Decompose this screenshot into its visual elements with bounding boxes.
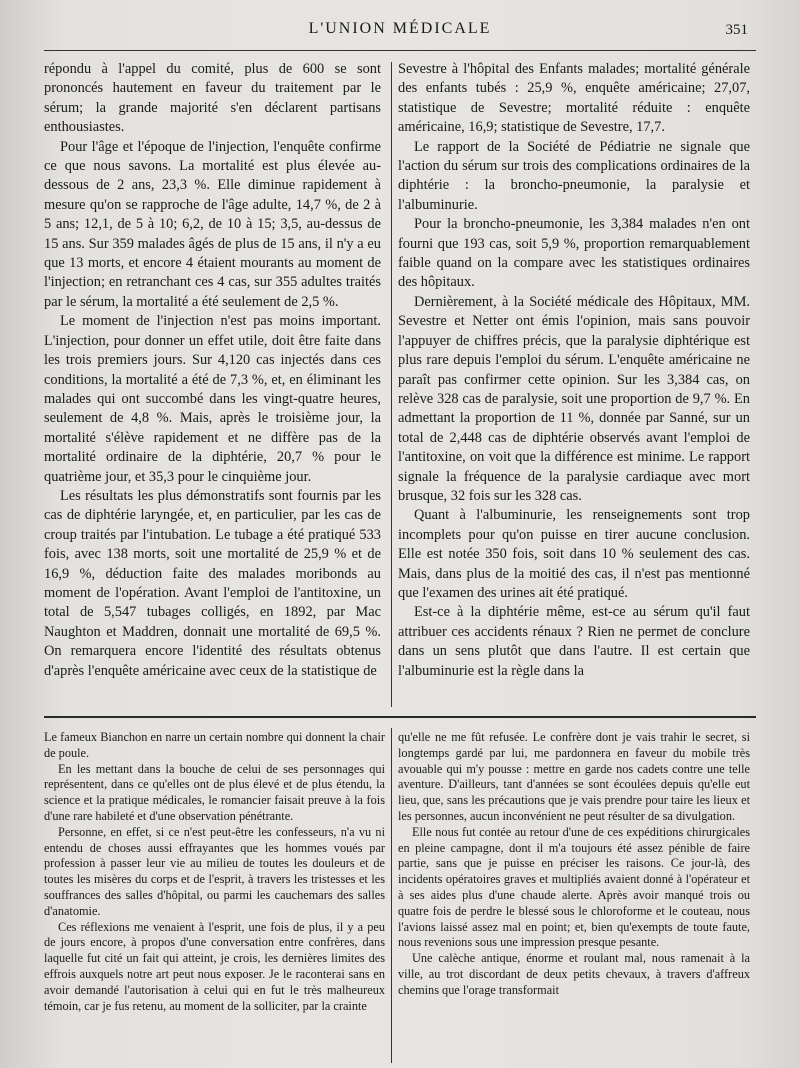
- paragraph: Quant à l'albuminurie, les renseignements sont trop incomplets pour qu'on puisse en tirer aucune conclusion. Elle est notée 350 fois, soit dans 10 % seulement des cas. Mais, dans plus de la moitié des cas, il n'est pas mentionné que l'examen des urines ait été pratiqué.: [398, 507, 750, 601]
- feuilleton-left-column: [44, 730, 385, 1014]
- paragraph: Pour la broncho-pneumonie, les 3,384 malades n'en ont fourni que 193 cas, soit 5,9 %, proportion remarquablement faible quand on la compare avec les statistiques ordinaires des hôpitaux.: [398, 216, 750, 291]
- paragraph: Dernièrement, à la Société médicale des Hôpitaux, MM. Sevestre et Netter ont émis l'opinion, mais sans pouvoir l'appuyer de chiffres précis, que la paralysie diphtérique est plus rare depuis l'emploi du sérum. L'enquête américaine ne paraît pas confirmer cette opinion. Sur les 3,384 cas, on relève 328 cas de paralysie, soit une proportion de 9,7 %. En admettant la proportion de 11 %, donnée par Sanné, sur un total de 2,448 cas de diphtérie observés avant l'emploi de l'antitoxine, on voit que la différence est minime. Le rapport signale la fréquence de la paralysie cardiaque avec mort brusque, 32 fois sur les 328 cas.: [398, 293, 750, 504]
- paragraph: Ces réflexions me venaient à l'esprit, une fois de plus, il y a peu de jours encore, à propos d'une conversation entre confrères, dans laquelle fut cité un fait qui atteint, je crois, les dernières limites des effrois auxquels notre art peut nous exposer. Je le raconterai sans en avoir demandé l'autorisation à celui qui en fut le très malheureux témoin, car je fus retenu, au moment de la solliciter, par la crainte: [44, 919, 385, 1013]
- column-divider-upper: [391, 62, 392, 707]
- page-number: 351: [725, 22, 748, 38]
- paragraph: Le fameux Bianchon en narre un certain nombre qui donnent la chair de poule.: [44, 730, 385, 760]
- page-header: [40, 18, 760, 44]
- paragraph: Une calèche antique, énorme et roulant mal, nous ramenait à la ville, au trot discordant de deux petits chevaux, à travers d'affreux chemins que l'orage transformait: [398, 951, 750, 997]
- journal-title: L'UNION MÉDICALE: [308, 20, 492, 37]
- paragraph: Personne, en effet, si ce n'est peut-être les confesseurs, n'a vu ni entendu de choses aussi effrayantes que les hommes voués par profession à passer leur vie au milieu de toutes les douleurs et de toutes les misères du corps et de l'esprit, à travers les tristesses et les souffrances des salles d'hôpital, ou parmi les cauchemars des salles d'anatomie.: [44, 824, 385, 918]
- paragraph: Les résultats les plus démonstratifs sont fournis par les cas de diphtérie laryngée, et, en particulier, par les cas de croup traités par l'intubation. Le tubage a été pratiqué 533 fois, avec 138 morts, soit une mortalité de 25,9 % et de 16,9 %, déduction faite des malades moribonds au moment de l'opération. Avant l'emploi de l'antitoxine, un total de 5,547 tubages colligés, en 1892, par Mac Naughton et Maddren, donnait une mortalité de 69,5 %. On remarquera encore l'identité des résultats obtenus d'après l'enquête américaine avec ceux de la statistique de: [44, 487, 381, 679]
- paragraph: Le rapport de la Société de Pédiatrie ne signale que l'action du sérum sur trois des complications ordinaires de la diphtérie : la broncho-pneumonie, la paralysie et l'albuminurie.: [398, 138, 750, 213]
- paragraph: répondu à l'appel du comité, plus de 600 se sont prononcés hautement en faveur du traitement par le sérum; la grande majorité s'en déclarent partisans enthousiastes.: [44, 61, 381, 136]
- paragraph: Elle nous fut contée au retour d'une de ces expéditions chirurgicales en pleine campagne, dont il m'a toujours été assez pénible de faire partie, sans que je puisse en préciser les raisons. Ce jour-là, des incidents opératoires graves et multipliés avaient donné à l'opérateur et à ses aides plus d'une chaude alerte. Après avoir manqué trois ou quatre fois de perdre le blessé sous le chloroforme et le couteau, nous l'avions laissé assez mal en point; et, bien qu'exempts de toute faute, nous revenions sous une impression presque pesante.: [398, 824, 750, 950]
- paragraph: En les mettant dans la bouche de celui de ses personnages qui représentent, dans ce qu'elles ont de plus élevé et de plus étendu, la science et la pratique médicales, le romancier faisait preuve à la fois d'une rare habileté et d'une observation pénétrante.: [44, 761, 385, 823]
- article-left-column: [44, 60, 381, 681]
- feuilleton-right-column: [398, 730, 750, 999]
- feuilleton-rule: [44, 716, 756, 718]
- article-right-column: [398, 60, 750, 681]
- paragraph: Pour l'âge et l'époque de l'injection, l'enquête confirme ce que nous savons. La mortalité est plus élevée au-dessous de 2 ans, 23,3 %. Elle diminue rapidement à mesure qu'on se rapproche de l'âge adulte, 14,7 %, de 2 à 5 ans; 12,1, de 5 à 10; 6,2, de 10 à 15; 3,5, au-dessus de 15 ans. Sur 359 malades âgés de plus de 15 ans, il n'y a eu que 13 morts, et encore 4 étaient mourants au moment de l'injection; en retranchant ces 4 cas, sur 355 adultes traités par le sérum, la mortalité a été seulement de 2,5 %.: [44, 138, 381, 310]
- column-divider-lower: [391, 728, 392, 1063]
- paragraph: Sevestre à l'hôpital des Enfants malades; mortalité générale des enfants tubés : 25,9 %, enquête américaine; 27,07, statistique de Sevestre; mortalité réduite : enquête américaine, 16,9; statistique de Sevestre, 17,7.: [398, 61, 750, 136]
- header-rule: [44, 50, 756, 51]
- paragraph: qu'elle ne me fût refusée. Le confrère dont je vais trahir le secret, si longtemps gardé par lui, me pardonnera en faveur du mobile très avouable qui m'y pousse : mettre en garde nos cadets contre une telle aventure. D'ailleurs, tant d'années se sont écoulées depuis qu'elle eut lieu, que, sans les précautions que je vais prendre pour taire les lieux et les personnes, aucun inconvénient ne peut résulter de sa divulgation.: [398, 730, 750, 823]
- paragraph: Le moment de l'injection n'est pas moins important. L'injection, pour donner un effet utile, doit être faite dans les trois premiers jours. Sur 4,120 cas injectés dans ces conditions, la mortalité a été de 7,3 %, et, en éliminant les malades qui ont succombé dans les vingt-quatre heures, seulement de 4,8 %. Mais, après le troisième jour, la mortalité s'élève rapidement et ne diffère pas de la mortalité ordinaire de la diphtérie, 20,7 % pour le quatrième jour, et 35,3 pour le cinquième jour.: [44, 313, 381, 485]
- paragraph: Est-ce à la diphtérie même, est-ce au sérum qu'il faut attribuer ces accidents rénaux ? Rien ne permet de conclure dans un sens plutôt que dans l'autre. Il est certain que l'albuminurie est la règle dans la: [398, 604, 750, 679]
